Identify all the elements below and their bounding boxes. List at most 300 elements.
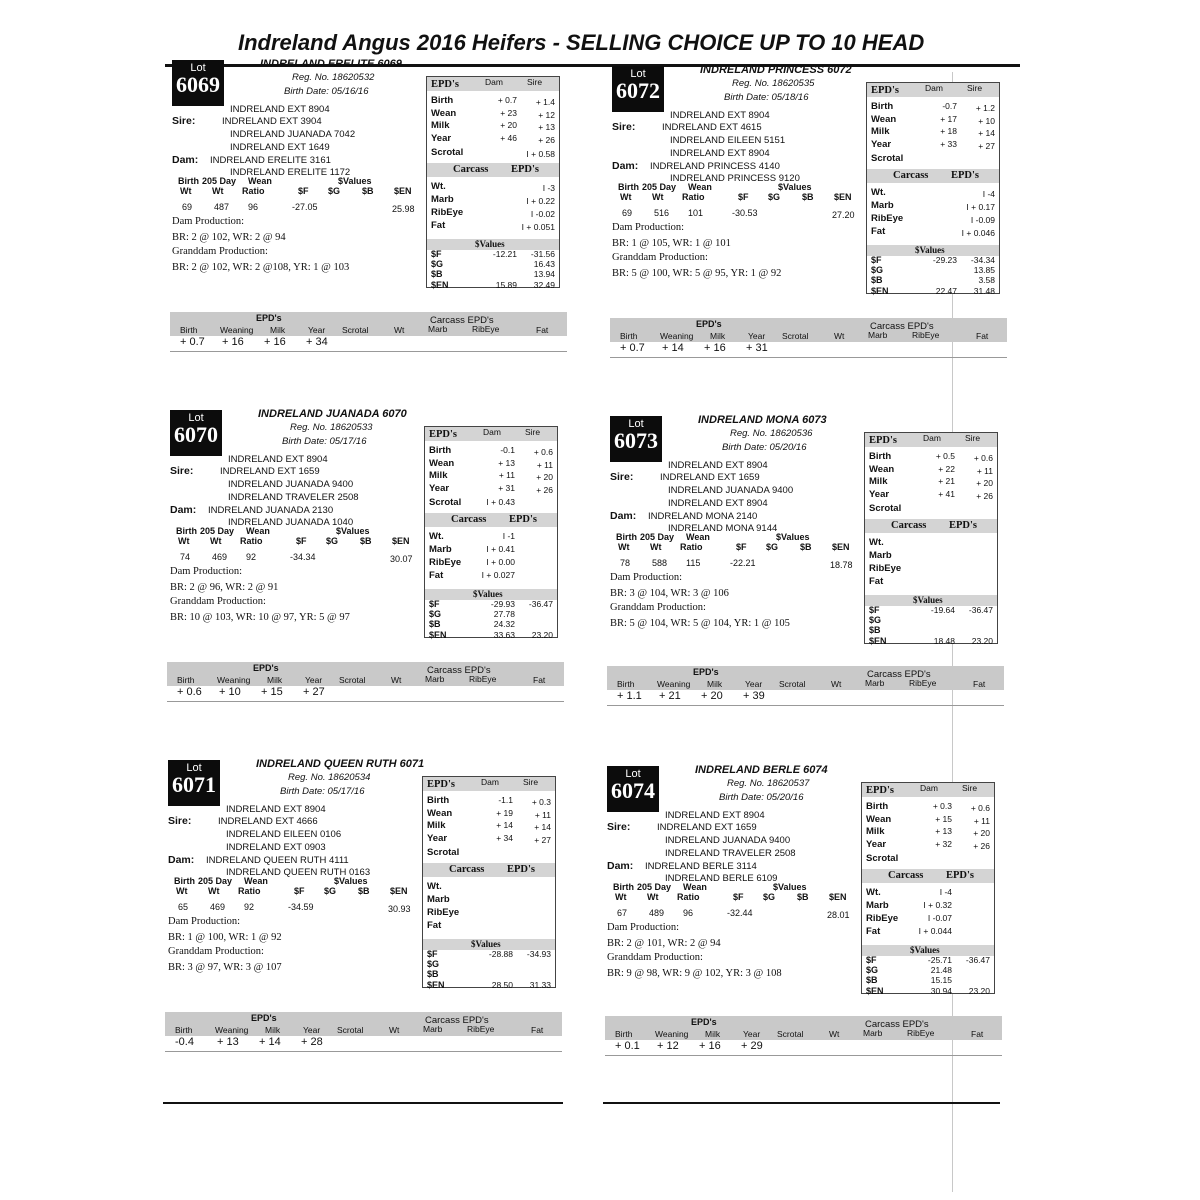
sv-sg-sire: 13.85 (973, 265, 995, 275)
dam-sire: INDRELAND EXT 1649 (230, 142, 330, 153)
carcass-epds-label: EPD's (511, 164, 540, 175)
perf-b-hdr: $B (362, 186, 374, 196)
epd-table (426, 76, 560, 288)
perf-birth-hdr: Birth (176, 526, 197, 536)
epd-birth-dam: -0.7 (942, 101, 957, 111)
birth-weight: 69 (182, 202, 193, 212)
summary-birth-value: + 1.1 (617, 690, 642, 702)
perf-birth-hdr: Birth (174, 876, 195, 886)
summary-wt-hdr: Wt (831, 679, 842, 689)
epd-table (424, 426, 558, 638)
perf-g-hdr: $G (766, 542, 779, 552)
perf-bw-hdr: Wt (618, 542, 630, 552)
perf-205-hdr: 205 Day (637, 882, 672, 892)
granddam-production-label: Granddam Production: (172, 246, 268, 257)
carcass-header (425, 513, 557, 527)
epd-title: EPD's (866, 785, 895, 796)
summary-birth-hdr: Birth (175, 1025, 193, 1035)
sv-sen-sire: 31.48 (973, 286, 995, 296)
epd-dam-col: Dam (925, 83, 943, 93)
perf-f-hdr: $F (296, 536, 307, 546)
sv-sen-dam: 15.89 (495, 280, 517, 290)
epd-ribeye-label: RibEye (429, 557, 462, 568)
perf-205-hdr: 205 Day (640, 532, 675, 542)
perf-svalues-hdr: $Values (338, 176, 372, 186)
perf-en-hdr: $EN (829, 892, 847, 902)
epd-scrotal-sire: I + 0.58 (526, 149, 555, 159)
epd-birth-sire: + 1.2 (975, 103, 995, 113)
summary-carcass-label: Carcass EPD's (865, 1019, 929, 1030)
epd-scrotal-label: Scrotal (429, 497, 462, 508)
summary-scrotal-hdr: Scrotal (342, 325, 369, 335)
perf-svalues-hdr: $Values (776, 532, 810, 542)
perf-b-hdr: $B (800, 542, 812, 552)
sv-sb-label: $B (429, 619, 441, 629)
sv-sf-sire: -34.93 (526, 949, 551, 959)
summary-year-hdr: Year (308, 325, 326, 335)
summary-scrotal-hdr: Scrotal (782, 331, 809, 341)
summary-wt-hdr: Wt (829, 1029, 840, 1039)
summary-birth-value: + 0.7 (180, 336, 205, 348)
epd-wt-label: Wt. (866, 887, 881, 898)
epd-title: EPD's (427, 779, 456, 790)
epd-summary-band (170, 312, 567, 350)
epd-scrotal-label: Scrotal (431, 147, 464, 158)
epd-wean-sire: + 11 (534, 810, 551, 820)
sv-sen-dam: 28.50 (491, 980, 513, 990)
epd-wean-label: Wean (871, 114, 897, 125)
perf-ratio-hdr: Ratio (238, 886, 261, 896)
epd-marb-label: Marb (869, 550, 892, 561)
epd-wean-sire: + 11 (536, 460, 553, 470)
summary-year-hdr: Year (748, 331, 766, 341)
epd-ribeye-label: RibEye (427, 907, 460, 918)
perf-b-hdr: $B (802, 192, 814, 202)
wean-ratio: 101 (688, 208, 704, 218)
summary-weaning-value: + 10 (219, 686, 241, 698)
epd-marb-sire: I + 0.22 (526, 196, 555, 206)
sv-sen-sire: 23.20 (968, 986, 990, 996)
carcass-header (427, 163, 559, 177)
epd-ribeye-label: RibEye (871, 213, 904, 224)
birth-date: Birth Date: 05/16/16 (284, 86, 369, 97)
epd-wt-label: Wt. (869, 537, 884, 548)
epd-milk-dam: + 20 (500, 120, 517, 130)
dam-production: BR: 1 @ 105, WR: 1 @ 101 (612, 238, 731, 249)
dam-label: Dam: (168, 854, 195, 866)
epd-milk-label: Milk (866, 826, 885, 837)
summary-year-hdr: Year (745, 679, 763, 689)
sv-sf-dam: -29.93 (490, 599, 515, 609)
epd-year-label: Year (871, 139, 892, 150)
dollar-f: -34.59 (288, 902, 314, 912)
carcass-epds-label: EPD's (951, 170, 980, 181)
summary-epds-label: EPD's (691, 1017, 717, 1027)
epd-fat-label: Fat (429, 570, 444, 581)
epd-ribeye-dam: I + 0.00 (486, 557, 515, 567)
epd-sire-col: Sire (967, 83, 983, 93)
lot-number-box (610, 416, 662, 462)
epd-summary-band (610, 318, 1007, 356)
epd-marb-label: Marb (866, 900, 889, 911)
summary-year-hdr: Year (743, 1029, 761, 1039)
sire-sire: INDRELAND EXT 8904 (230, 104, 330, 115)
epd-sire-col: Sire (523, 777, 539, 787)
epd-wean-dam: + 15 (935, 814, 952, 824)
epd-wean-dam: + 13 (498, 458, 515, 468)
dam-label: Dam: (612, 160, 639, 172)
summary-year-hdr: Year (305, 675, 323, 685)
summary-marb-hdr: Marb (865, 678, 885, 688)
summary-weaning-value: + 21 (659, 690, 681, 702)
summary-weaning-value: + 12 (657, 1040, 679, 1052)
epd-dam-col: Dam (923, 433, 941, 443)
perf-birth-hdr: Birth (178, 176, 199, 186)
dam-name: INDRELAND PRINCESS 4140 (650, 161, 780, 172)
sv-sb-dam: 15.15 (930, 975, 952, 985)
epd-birth-sire: + 0.6 (973, 453, 993, 463)
dollar-f: -27.05 (292, 202, 318, 212)
dollar-en: 25.98 (392, 204, 415, 214)
sv-sen-label: $EN (427, 980, 445, 990)
carcass-label: Carcass (451, 514, 487, 525)
perf-f-hdr: $F (736, 542, 747, 552)
perf-svalues-hdr: $Values (336, 526, 370, 536)
epd-marb-sire: I + 0.17 (966, 202, 995, 212)
epd-sire-col: Sire (527, 77, 543, 87)
summary-weaning-hdr: Weaning (220, 325, 254, 335)
lot-label: Lot (625, 768, 641, 780)
summary-weaning-hdr: Weaning (657, 679, 691, 689)
granddam-production-label: Granddam Production: (610, 602, 706, 613)
svalues-label: $Values (471, 939, 501, 949)
dam-label: Dam: (610, 510, 637, 522)
epd-header (427, 77, 559, 91)
dollar-f: -34.34 (290, 552, 316, 562)
epd-birth-label: Birth (871, 101, 894, 112)
epd-milk-dam: + 18 (940, 126, 957, 136)
summary-year-value: + 31 (746, 342, 768, 354)
epd-ribeye-label: RibEye (431, 207, 464, 218)
sv-sb-label: $B (869, 625, 881, 635)
summary-values (165, 1036, 562, 1052)
lot-number: 6069 (176, 72, 220, 97)
dam-label: Dam: (172, 154, 199, 166)
dollar-en: 30.07 (390, 554, 413, 564)
summary-birth-hdr: Birth (615, 1029, 633, 1039)
lot-label: Lot (190, 62, 206, 74)
perf-en-hdr: $EN (834, 192, 852, 202)
dollar-en: 30.93 (388, 904, 411, 914)
perf-svalues-hdr: $Values (778, 182, 812, 192)
epd-sire-col: Sire (962, 783, 978, 793)
carcass-label: Carcass (453, 164, 489, 175)
epd-summary-band (605, 1016, 1002, 1054)
wean-ratio: 92 (244, 902, 255, 912)
epd-wean-label: Wean (429, 458, 455, 469)
dam-sire: INDRELAND TRAVELER 2508 (228, 492, 359, 503)
perf-bw-hdr: Wt (178, 536, 190, 546)
epd-marb-label: Marb (427, 894, 450, 905)
dam-production-label: Dam Production: (610, 572, 683, 583)
epd-fat-label: Fat (427, 920, 442, 931)
perf-wean-hdr: Wean (683, 882, 707, 892)
summary-weaning-value: + 16 (222, 336, 244, 348)
perf-f-hdr: $F (294, 886, 305, 896)
dam-sire: INDRELAND EXT 8904 (668, 498, 768, 509)
lot-label: Lot (630, 68, 646, 80)
registration-number: Reg. No. 18620534 (288, 772, 371, 783)
epd-wean-sire: + 12 (538, 110, 555, 120)
summary-ribeye-hdr: RibEye (467, 1024, 495, 1034)
svalues-label: $Values (913, 595, 943, 605)
summary-wt-hdr: Wt (391, 675, 402, 685)
epd-table (422, 776, 556, 988)
summary-milk-hdr: Milk (707, 679, 723, 689)
sire-sire: INDRELAND EXT 8904 (226, 804, 326, 815)
sv-sen-label: $EN (869, 636, 887, 646)
epd-year-sire: + 26 (536, 485, 553, 495)
summary-values (610, 342, 1007, 358)
perf-wean-hdr: Wean (688, 182, 712, 192)
carcass-label: Carcass (888, 870, 924, 881)
granddam-production: BR: 2 @ 102, WR: 2 @108, YR: 1 @ 103 (172, 262, 350, 273)
perf-en-hdr: $EN (390, 886, 408, 896)
epd-fat-dam: I + 0.044 (918, 926, 952, 936)
carcass-header (867, 169, 999, 183)
sire-dam: INDRELAND EILEEN 0106 (226, 829, 342, 840)
epd-birth-dam: + 0.3 (932, 801, 952, 811)
sv-sen-label: $EN (871, 286, 889, 296)
sv-sen-dam: 33.63 (493, 630, 515, 640)
carcass-header (865, 519, 997, 533)
epd-milk-sire: + 13 (538, 122, 555, 132)
dam-production: BR: 2 @ 102, WR: 2 @ 94 (172, 232, 286, 243)
granddam-production: BR: 9 @ 98, WR: 9 @ 102, YR: 3 @ 108 (607, 968, 782, 979)
epd-wt-dam: I -1 (502, 531, 515, 541)
perf-svalues-hdr: $Values (334, 876, 368, 886)
perf-bw-hdr: Wt (620, 192, 632, 202)
dam-dam: INDRELAND MONA 9144 (668, 523, 778, 534)
sv-sen-dam: 30.94 (930, 986, 952, 996)
summary-birth-value: + 0.7 (620, 342, 645, 354)
epd-year-label: Year (869, 489, 890, 500)
wean-ratio: 92 (246, 552, 257, 562)
epd-wt-label: Wt. (427, 881, 442, 892)
epd-year-label: Year (866, 839, 887, 850)
epd-title: EPD's (871, 85, 900, 96)
summary-values (605, 1040, 1002, 1056)
epd-wean-dam: + 22 (938, 464, 955, 474)
epd-dam-col: Dam (481, 777, 499, 787)
sire-label: Sire: (612, 121, 636, 133)
lot-label: Lot (186, 762, 202, 774)
summary-milk-hdr: Milk (265, 1025, 281, 1035)
perf-ww-hdr: Wt (208, 886, 220, 896)
summary-weaning-hdr: Weaning (655, 1029, 689, 1039)
sv-sg-label: $G (431, 259, 444, 269)
epd-dam-col: Dam (483, 427, 501, 437)
epd-year-dam: + 46 (500, 133, 517, 143)
epd-birth-dam: + 0.7 (497, 95, 517, 105)
lot-number-box (612, 66, 664, 112)
summary-fat-hdr: Fat (971, 1029, 984, 1039)
epd-birth-sire: + 0.3 (531, 797, 551, 807)
sv-sb-label: $B (427, 969, 439, 979)
perf-bw-hdr: Wt (176, 886, 188, 896)
registration-number: Reg. No. 18620536 (730, 428, 813, 439)
birth-date: Birth Date: 05/18/16 (724, 92, 809, 103)
epd-title: EPD's (869, 435, 898, 446)
sv-sen-label: $EN (429, 630, 447, 640)
animal-name: INDRELAND QUEEN RUTH 6071 (256, 758, 425, 770)
perf-ww-hdr: Wt (647, 892, 659, 902)
epd-fat-sire: I + 0.051 (521, 222, 555, 232)
summary-carcass-label: Carcass EPD's (430, 315, 494, 326)
perf-wean-hdr: Wean (248, 176, 272, 186)
summary-milk-hdr: Milk (710, 331, 726, 341)
summary-year-value: + 27 (303, 686, 325, 698)
summary-year-value: + 29 (741, 1040, 763, 1052)
wean-ratio: 115 (686, 558, 701, 568)
perf-b-hdr: $B (360, 536, 372, 546)
animal-name: INDRELAND JUANADA 6070 (258, 408, 407, 420)
summary-epds-label: EPD's (253, 663, 279, 673)
birth-weight: 65 (178, 902, 189, 912)
sv-sb-sire: 13.94 (533, 269, 555, 279)
perf-205-hdr: 205 Day (202, 176, 237, 186)
perf-en-hdr: $EN (392, 536, 410, 546)
summary-marb-hdr: Marb (423, 1024, 443, 1034)
summary-scrotal-hdr: Scrotal (339, 675, 366, 685)
sire-name: INDRELAND EXT 1659 (220, 466, 320, 477)
sv-sf-sire: -34.34 (970, 255, 995, 265)
dam-production-label: Dam Production: (170, 566, 243, 577)
summary-birth-hdr: Birth (620, 331, 638, 341)
epd-wean-label: Wean (866, 814, 892, 825)
perf-f-hdr: $F (733, 892, 744, 902)
summary-birth-value: + 0.6 (177, 686, 202, 698)
epd-year-label: Year (429, 483, 450, 494)
epd-wt-sire: I -3 (542, 183, 555, 193)
dam-label: Dam: (607, 860, 634, 872)
epd-fat-dam: I + 0.027 (481, 570, 515, 580)
sire-sire: INDRELAND EXT 8904 (668, 460, 768, 471)
sv-sf-label: $F (866, 955, 877, 965)
sire-label: Sire: (607, 821, 631, 833)
sv-sb-sire: 3.58 (978, 275, 995, 285)
summary-marb-hdr: Marb (868, 330, 888, 340)
summary-milk-value: + 16 (699, 1040, 721, 1052)
birth-weight: 67 (617, 908, 628, 918)
epd-year-sire: + 27 (534, 835, 551, 845)
summary-wt-hdr: Wt (389, 1025, 400, 1035)
dam-production: BR: 3 @ 104, WR: 3 @ 106 (610, 588, 729, 599)
sv-sf-dam: -25.71 (927, 955, 952, 965)
perf-205-hdr: 205 Day (642, 182, 677, 192)
sv-sb-dam: 24.32 (493, 619, 515, 629)
epd-year-dam: + 41 (938, 489, 955, 499)
epd-birth-sire: + 0.6 (970, 803, 990, 813)
granddam-production: BR: 3 @ 97, WR: 3 @ 107 (168, 962, 282, 973)
birth-date: Birth Date: 05/17/16 (282, 436, 367, 447)
summary-header (605, 1016, 1002, 1040)
epd-wean-label: Wean (427, 808, 453, 819)
epd-summary-band (607, 666, 1004, 704)
epd-wt-sire: I -4 (982, 189, 995, 199)
sv-sb-label: $B (431, 269, 443, 279)
epd-header (862, 783, 994, 797)
epd-marb-label: Marb (431, 194, 454, 205)
sire-sire: INDRELAND EXT 8904 (670, 110, 770, 121)
granddam-production-label: Granddam Production: (168, 946, 264, 957)
granddam-production: BR: 5 @ 100, WR: 5 @ 95, YR: 1 @ 92 (612, 268, 782, 279)
perf-g-hdr: $G (326, 536, 339, 546)
sv-sg-label: $G (427, 959, 440, 969)
sv-sen-sire: 23.20 (971, 636, 993, 646)
summary-header (607, 666, 1004, 690)
carcass-epds-label: EPD's (509, 514, 538, 525)
weaning-weight: 469 (212, 552, 228, 562)
epd-scrotal-label: Scrotal (427, 847, 460, 858)
epd-sire-col: Sire (525, 427, 541, 437)
epd-milk-label: Milk (429, 470, 448, 481)
epd-year-dam: + 32 (935, 839, 952, 849)
perf-ww-hdr: Wt (652, 192, 664, 202)
epd-milk-sire: + 20 (976, 478, 993, 488)
granddam-production-label: Granddam Production: (607, 952, 703, 963)
epd-milk-sire: + 20 (973, 828, 990, 838)
summary-epds-label: EPD's (256, 313, 282, 323)
summary-header (610, 318, 1007, 342)
epd-birth-sire: + 1.4 (535, 97, 555, 107)
perf-ratio-hdr: Ratio (680, 542, 703, 552)
perf-205-hdr: 205 Day (198, 876, 233, 886)
summary-milk-value: + 16 (264, 336, 286, 348)
perf-b-hdr: $B (797, 892, 809, 902)
summary-weaning-value: + 14 (662, 342, 684, 354)
summary-weaning-hdr: Weaning (660, 331, 694, 341)
epd-marb-dam: I + 0.41 (486, 544, 515, 554)
birth-weight: 78 (620, 558, 631, 568)
epd-year-dam: + 31 (498, 483, 515, 493)
summary-birth-value: -0.4 (175, 1036, 194, 1048)
dollar-f: -32.44 (727, 908, 753, 918)
epd-marb-label: Marb (429, 544, 452, 555)
perf-en-hdr: $EN (832, 542, 850, 552)
carcass-header (862, 869, 994, 883)
weaning-weight: 516 (654, 208, 670, 218)
epd-birth-dam: + 0.5 (935, 451, 955, 461)
sv-sen-sire: 31.33 (529, 980, 551, 990)
dam-production: BR: 1 @ 100, WR: 1 @ 92 (168, 932, 282, 943)
page-title: Indreland Angus 2016 Heifers - SELLING CHOICE UP TO 10 HEAD (238, 30, 925, 55)
summary-weaning-hdr: Weaning (215, 1025, 249, 1035)
lot-number: 6073 (614, 428, 658, 453)
summary-milk-hdr: Milk (705, 1029, 721, 1039)
carcass-label: Carcass (893, 170, 929, 181)
perf-ratio-hdr: Ratio (242, 186, 265, 196)
summary-header (167, 662, 564, 686)
summary-header (165, 1012, 562, 1036)
epd-marb-dam: I + 0.32 (923, 900, 952, 910)
summary-fat-hdr: Fat (536, 325, 549, 335)
perf-g-hdr: $G (328, 186, 341, 196)
epd-year-sire: + 26 (973, 841, 990, 851)
summary-values (167, 686, 564, 702)
perf-g-hdr: $G (324, 886, 337, 896)
dollar-en: 28.01 (827, 910, 850, 920)
